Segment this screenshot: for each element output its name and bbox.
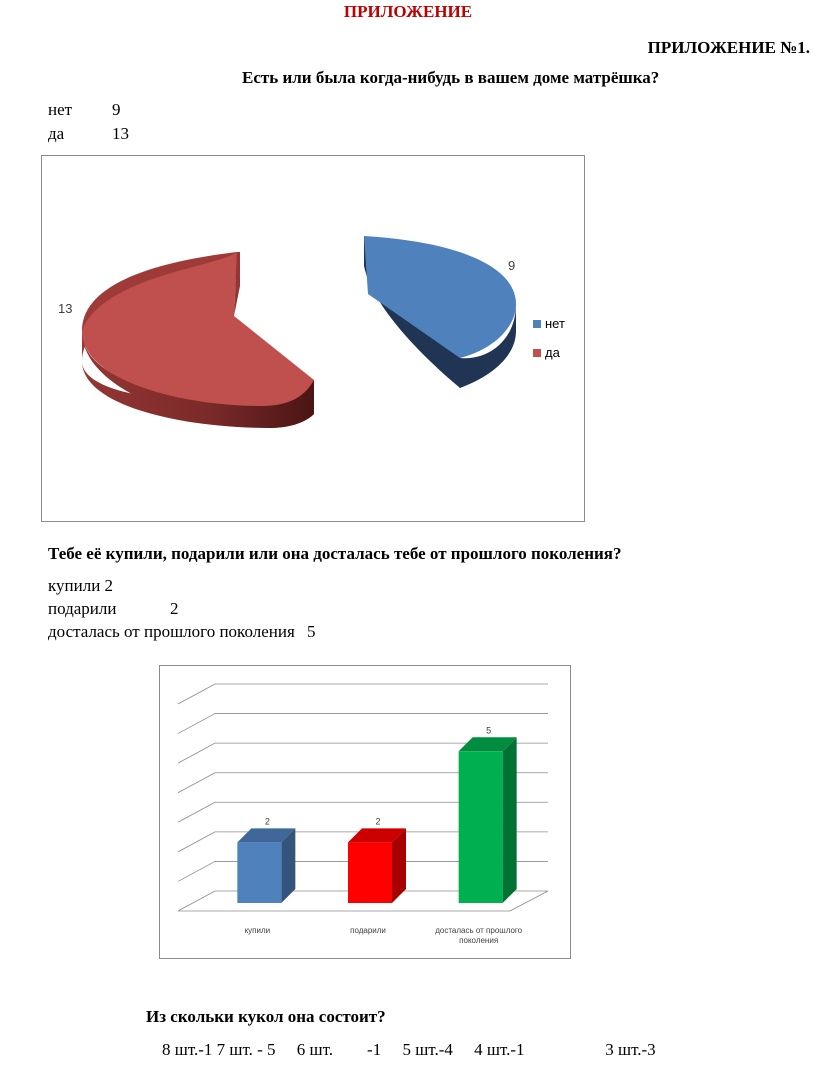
floor-side-edge — [510, 891, 548, 911]
bar — [459, 751, 503, 903]
category-label: подарили — [350, 926, 386, 935]
appendix-number: ПРИЛОЖЕНИЕ №1. — [647, 38, 810, 57]
legend-swatch-net — [533, 320, 541, 328]
gridline-side — [178, 743, 215, 763]
gridline-side — [178, 891, 215, 911]
q1-row-label: да — [48, 124, 65, 143]
q1-row-da — [48, 124, 129, 144]
q1-row-value: 13 — [112, 124, 129, 143]
q2-row-kupili — [48, 576, 113, 596]
bar-data-label: 5 — [486, 725, 492, 736]
bar — [237, 842, 281, 903]
pie-label-net: 9 — [508, 258, 516, 273]
q2-row-dostalas — [48, 622, 316, 642]
pie-label-da: 13 — [58, 301, 73, 316]
bar-data-label: 2 — [264, 816, 270, 827]
gridline-side — [178, 832, 215, 852]
bar — [348, 842, 392, 903]
question-3: Из скольки кукол она состоит? — [146, 1007, 386, 1026]
gridline-side — [178, 714, 215, 734]
gridline-side — [178, 802, 215, 822]
bar-chart-svg — [160, 666, 570, 958]
q3-answers: 8 шт.-1 7 шт. - 5 6 шт. -1 5 шт.-4 4 шт.-1 3 шт.-3 — [162, 1040, 656, 1059]
pie-legend — [533, 316, 565, 360]
bar-side — [503, 737, 517, 903]
q2-row-podarili — [48, 599, 179, 619]
category-label: купили — [244, 926, 271, 935]
q2-row-label: подарили — [48, 599, 117, 618]
pie-chart-svg — [42, 156, 584, 521]
category-label: досталась от прошлого — [435, 926, 523, 935]
q1-row-value: 9 — [112, 100, 121, 119]
legend-label-da: да — [545, 345, 560, 360]
question-2: Тебе её купили, подарили или она досталась тебе от прошлого поколения? — [48, 544, 622, 563]
bar-chart — [159, 665, 571, 959]
pie-chart — [41, 155, 585, 522]
q1-row-label: нет — [48, 100, 73, 119]
legend-swatch-da — [533, 349, 541, 357]
pie-slice-net — [364, 236, 516, 388]
q1-row-net — [48, 100, 121, 120]
question-1: Есть или была когда-нибудь в вашем доме матрёшка? — [242, 68, 660, 87]
q2-row-value: 5 — [307, 622, 316, 641]
gridline-side — [178, 773, 215, 793]
bar-data-label: 2 — [375, 816, 381, 827]
gridline-side — [178, 684, 215, 704]
q2-row-value: 2 — [104, 576, 114, 595]
legend-label-net: нет — [545, 316, 565, 331]
pie-slice-da — [82, 252, 314, 428]
page-title: ПРИЛОЖЕНИЕ — [343, 2, 473, 21]
gridline-side — [178, 861, 215, 881]
q2-row-label: купили — [48, 576, 101, 595]
q2-row-value: 2 — [170, 599, 179, 618]
q2-row-label: досталась от прошлого поколения — [48, 622, 295, 641]
category-label: поколения — [459, 936, 499, 945]
